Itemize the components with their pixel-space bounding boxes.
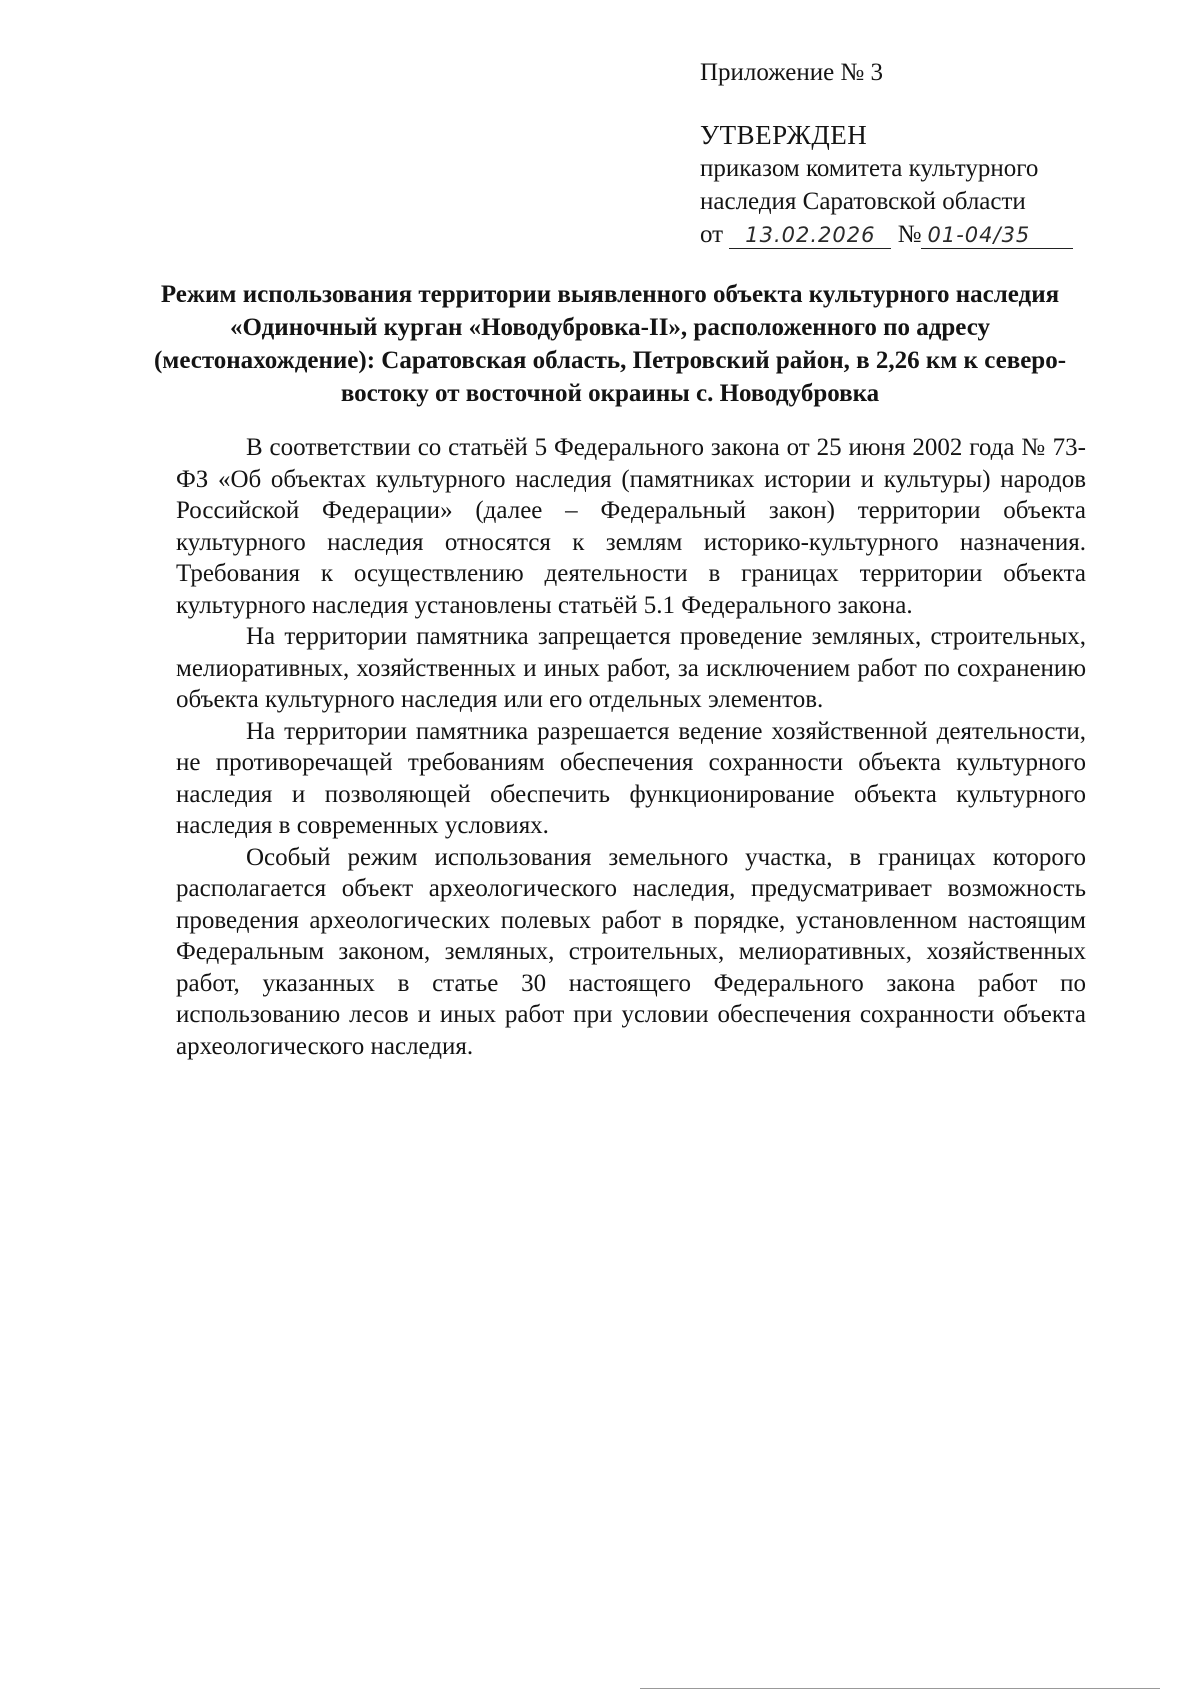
handwritten-date: 13.02.2026 bbox=[729, 222, 891, 249]
document-title: Режим использования территории выявленного объекта культурного наследия «Одиночный курган «Новодубровка-II», расположенного по адресу (местонахождение): Саратовская область, Петровский район, в 2,26 км к северо-востоку от восточной окраины с. Новодубровка bbox=[153, 281, 1067, 407]
approval-line-1: приказом комитета культурного bbox=[700, 155, 1039, 182]
order-reference bbox=[700, 218, 1140, 251]
paragraph: В соответствии со статьёй 5 Федерального закона от 25 июня 2002 года № 73-ФЗ «Об объектах культурного наследия (памятниках истории и культуры) народов Российской Федерации» (далее – Федеральный закон) территории объекта культурного наследия относятся к землям историко-культурного назначения. Требования к осуществлению деятельности в границах территории объекта культурного наследия установлены статьёй 5.1 Федерального закона. bbox=[176, 434, 1086, 619]
document-body bbox=[176, 432, 1086, 1062]
paragraph: Особый режим использования земельного участка, в границах которого располагается объект археологического наследия, предусматривает возможность проведения археологических полевых работ в порядке, установленном настоящим Федеральным законом, земляных, строительных, мелиоративных, хозяйственных работ, указанных в статье 30 настоящего Федерального закона работ по использованию лесов и иных работ при условии обеспечения сохранности объекта археологического наследия. bbox=[176, 843, 1086, 1060]
scan-edge-line bbox=[640, 1688, 1160, 1689]
paragraph: На территории памятника разрешается ведение хозяйственной деятельности, не противоречащей требованиям обеспечения сохранности объекта культурного наследия и позволяющей обеспечить функционирование объекта культурного наследия в современных условиях. bbox=[176, 717, 1086, 839]
number-prefix: № bbox=[897, 221, 922, 248]
approval-stamp-block bbox=[700, 56, 1140, 251]
appendix-label: Приложение № 3 bbox=[700, 59, 884, 86]
paragraph: На территории памятника запрещается проведение земляных, строительных, мелиоративных, хозяйственных и иных работ, за исключением работ по сохранению объекта культурного наследия или его отдельных элементов. bbox=[176, 623, 1086, 713]
date-prefix: от bbox=[700, 221, 724, 248]
handwritten-number: 01-04/35 bbox=[921, 222, 1073, 249]
approval-line-2: наследия Саратовской области bbox=[700, 188, 1026, 215]
approved-heading: УТВЕРЖДЕН bbox=[700, 120, 868, 150]
